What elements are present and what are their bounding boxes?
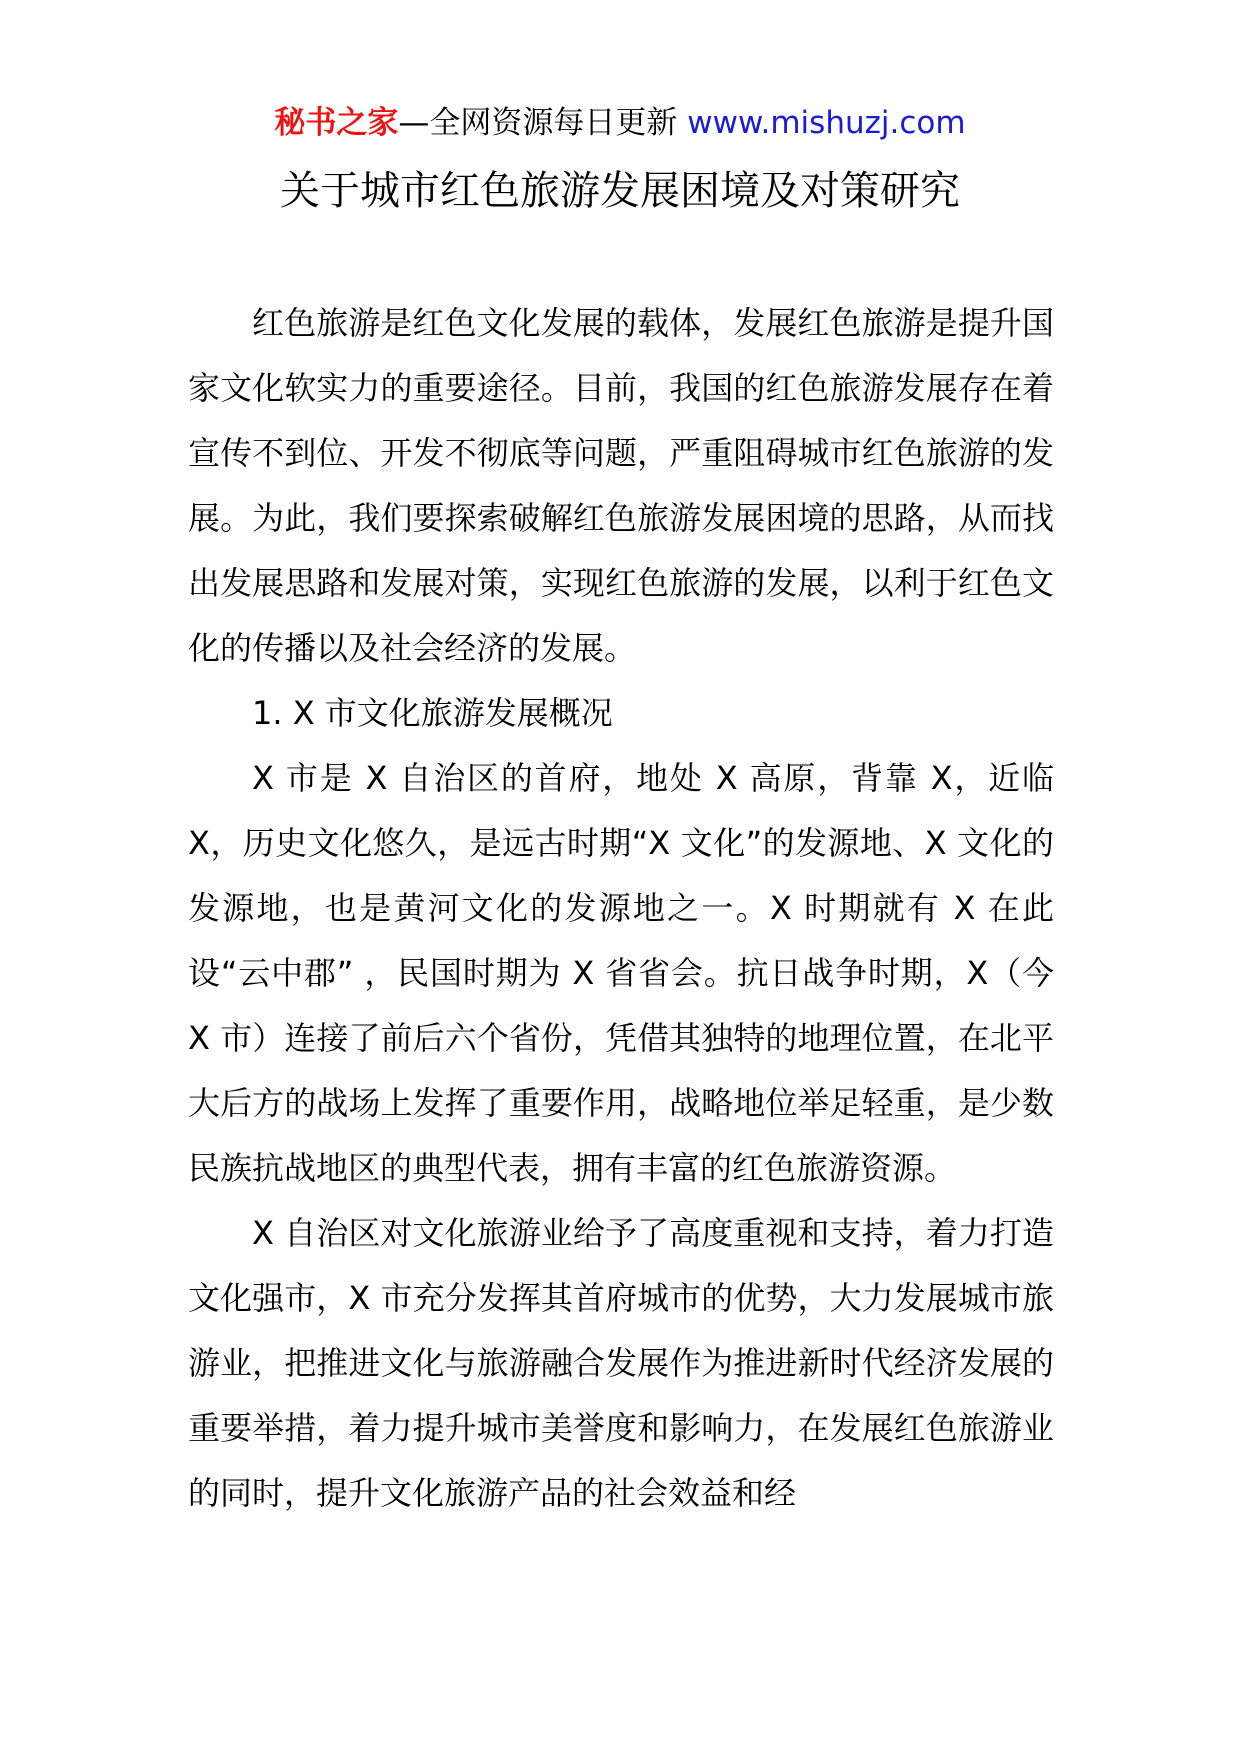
intro-paragraph: 红色旅游是红色文化发展的载体，发展红色旅游是提升国家文化软实力的重要途径。目前，我国的红色旅游发展存在着宣传不到位、开发不彻底等问题，严重阻碍城市红色旅游的发展。为此，我们要探索破解红色旅游发展困境的思路，从而找出发展思路和发展对策，实现红色旅游的发展，以利于红色文化的传播以及社会经济的发展。 [188,304,1054,667]
site-header [0,100,1240,146]
site-url-link[interactable]: www.mishuzj.com [687,105,966,141]
document-body [188,291,1054,1526]
document-title: 关于城市红色旅游发展困境及对策研究 [280,168,960,214]
overview-paragraph: X 市是 X 自治区的首府，地处 X 高原，背靠 X，近临 X，历史文化悠久，是远古时期“X 文化”的发源地、X 文化的发源地，也是黄河文化的发源地之一。X 时期就有 X 在此设“云中郡” ，民国时期为 X 省省会。抗日战争时期，X（今 X 市）连接了前后六个省份，凭借其独特的地理位置，在北平大后方的战场上发挥了重要作用，战略地位举足轻重，是少数民族抗战地区的典型代表，拥有丰富的红色旅游资源。 [188,759,1054,1187]
site-brand: 秘书之家 [274,105,399,141]
support-paragraph: X 自治区对文化旅游业给予了高度重视和支持，着力打造文化强市，X 市充分发挥其首府城市的优势，大力发展城市旅游业，把推进文化与旅游融合发展作为推进新时代经济发展的重要举措，着力提升城市美誉度和影响力，在发展红色旅游业的同时，提升文化旅游产品的社会效益和经 [188,1214,1054,1512]
site-tagline: —全网资源每日更新 [398,105,688,141]
section-heading: 1. X 市文化旅游发展概况 [252,694,613,732]
